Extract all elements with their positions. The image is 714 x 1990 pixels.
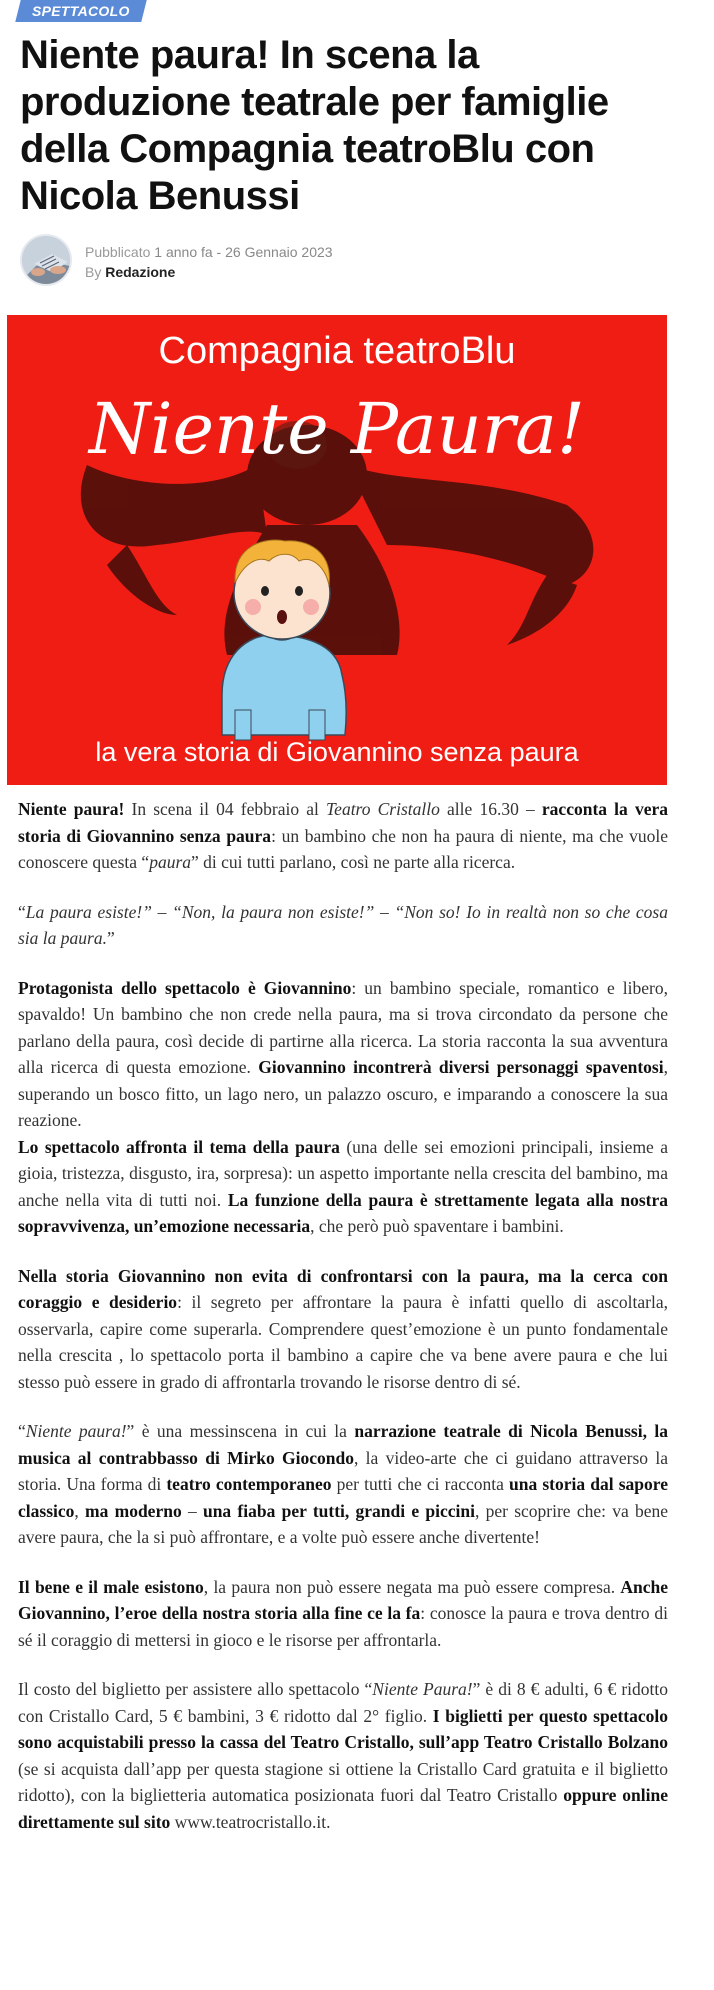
article-headline: Niente paura! In scena la produzione teatrale per famiglie della Compagnia teatroBlu con Nicola Benussi — [20, 33, 609, 218]
article-paragraph — [18, 1134, 668, 1240]
text-segment: , per scoprire che: va bene avere paura, che la si può affrontare, e a volte può essere anche divertente! — [18, 1500, 669, 1547]
text-segment: “ — [18, 1421, 26, 1441]
italic-text: Teatro Cristallo — [326, 799, 440, 819]
author-name[interactable]: Redazione — [105, 264, 176, 280]
article-paragraph — [18, 899, 668, 952]
bold-text: ma moderno — [85, 1500, 182, 1521]
article-body — [18, 796, 668, 1858]
by-label: By — [85, 264, 102, 280]
article-paragraph — [18, 796, 668, 876]
hero-image — [7, 315, 667, 785]
bold-text: Anche Giovannino, l’eroe della nostra storia alla fine ce la fa — [18, 1576, 669, 1623]
hero-line-3: la vera storia di Giovannino senza paura — [95, 737, 579, 767]
article-paragraph — [18, 975, 668, 1134]
article-paragraph — [18, 1263, 668, 1396]
published-separator: - — [212, 244, 226, 260]
bold-text: oppure online direttamente sul sito — [18, 1785, 668, 1832]
text-segment: : un bambino speciale, romantico e libero, spavaldo! Un bambino che non crede nella paura, ma si trova circondato da persone che parlano della paura, così decide di partirne alla ricerca. La storia racconta la sua avventura alla ricerca di questa emozione. — [18, 977, 668, 1077]
italic-text: La paura esiste!” – “Non, la paura non esiste!” – “Non so! Io in realtà non so che cosa sia la paura. — [18, 901, 668, 948]
bold-text: teatro contemporaneo — [166, 1474, 332, 1494]
text-segment: : conosce la paura e trova dentro di sé il coraggio di mettersi in gioco e le risorse per affrontarla. — [18, 1603, 669, 1650]
hero-illustration — [7, 315, 667, 785]
published-ago: 1 anno fa — [154, 244, 213, 260]
text-segment: “ — [18, 901, 26, 922]
hero-line-1: Compagnia teatroBlu — [158, 330, 516, 372]
bold-text: una fiaba per tutti, grandi e piccini — [202, 1500, 475, 1521]
article-meta — [20, 234, 520, 288]
text-segment: In scena il 04 febbraio al — [124, 799, 327, 819]
bold-text: I biglietti per questo spettacolo sono acquistabili presso la cassa del Teatro Cristallo, sull’app Teatro Cristallo Bolzano — [18, 1705, 668, 1752]
bold-text: Giovannino incontrerà diversi personaggi spaventosi — [258, 1057, 664, 1077]
byline — [85, 262, 333, 282]
bold-text: Il bene e il male esistono — [18, 1576, 204, 1597]
text-segment: ” è di 8 € adulti, 6 € ridotto con Cristallo Card, 5 € bambini, 3 € ridotto dal 2° figlio. — [18, 1679, 668, 1726]
text-segment: per tutti che ci racconta — [331, 1474, 510, 1494]
meta-text — [85, 242, 333, 282]
bold-text: La funzione della paura è strettamente legata alla nostra sopravvivenza, un’emozione necessaria — [18, 1189, 668, 1236]
bold-text: narrazione teatrale di Nicola Benussi, la musica al contrabbasso di Mirko Giocondo — [18, 1421, 668, 1468]
author-avatar[interactable] — [20, 234, 72, 286]
text-segment: ” — [106, 928, 115, 948]
italic-text: Niente Paura! — [372, 1679, 473, 1699]
text-segment: (se si acquista dall’app per questa stagione si ottiene la Cristallo Card gratuita e il biglietto ridotto), con la biglietteria automatica posizionata fuori dal Teatro Cristallo — [18, 1758, 668, 1805]
text-segment: (una delle sei emozioni principali, insieme a gioia, tristezza, disgusto, ira, sorpresa): un aspetto importante nella crescita del bambino, ma anche nella vita di tutti noi. — [18, 1136, 668, 1210]
text-segment: , superando un bosco fitto, un lago nero, un palazzo oscuro, e imparando a conoscere la sua reazione. — [18, 1057, 668, 1130]
bold-text: Lo spettacolo affronta il tema della paura — [18, 1136, 340, 1157]
text-segment: , la video-arte che ci guidano attraverso la storia. Una forma di — [18, 1447, 668, 1494]
bold-text: una storia dal sapore classico — [18, 1474, 669, 1521]
text-segment: Il costo del biglietto per assistere allo spettacolo “ — [18, 1679, 373, 1699]
hero-line-2: Niente Paura! — [88, 388, 586, 470]
avatar-image — [22, 236, 72, 286]
bold-text: racconta la vera storia di Giovannino senza paura — [18, 799, 668, 846]
category-badge[interactable] — [15, 0, 146, 22]
bold-text: Protagonista dello spettacolo è Giovannino — [18, 977, 352, 998]
text-segment: , che però può spaventare i bambini. — [310, 1216, 564, 1236]
published-date: 26 Gennaio 2023 — [225, 244, 333, 260]
italic-text: Niente paura! — [25, 1421, 127, 1441]
text-segment: ” è una messinscena in cui la — [126, 1421, 355, 1441]
published-label: Pubblicato — [85, 244, 151, 260]
article-paragraph — [18, 1676, 668, 1835]
text-segment: : il segreto per affrontare la paura è infatti quello di ascoltarla, osservarla, capire come superarla. Comprendere quest’emozione è un punto fondamentale nella crescita , lo spettacolo porta il bambino a capire che va bene avere paura e che lui stesso può essere in grado di affrontarla trovando le risorse dentro di sé. — [18, 1292, 669, 1392]
text-segment: ” di cui tutti parlano, così ne parte alla ricerca. — [191, 852, 516, 872]
text-segment: www.teatrocristallo.it. — [170, 1811, 331, 1832]
text-segment: , — [74, 1500, 86, 1521]
category-label: SPETTACOLO — [32, 3, 130, 19]
article-paragraph — [18, 1418, 668, 1551]
article-paragraph — [18, 1574, 668, 1654]
bold-text: Niente paura! — [18, 799, 125, 819]
text-segment: – — [181, 1500, 203, 1521]
text-segment: : un bambino che non ha paura di niente, ma che vuole conoscere questa “ — [18, 825, 668, 872]
italic-text: paura — [149, 852, 191, 872]
text-segment: , la paura non può essere negata ma può essere compresa. — [203, 1576, 621, 1597]
bold-text: Nella storia Giovannino non evita di confrontarsi con la paura, ma la cerca con coraggio e desiderio — [18, 1265, 668, 1312]
publish-line — [85, 242, 333, 262]
text-segment: alle 16.30 – — [439, 799, 542, 819]
